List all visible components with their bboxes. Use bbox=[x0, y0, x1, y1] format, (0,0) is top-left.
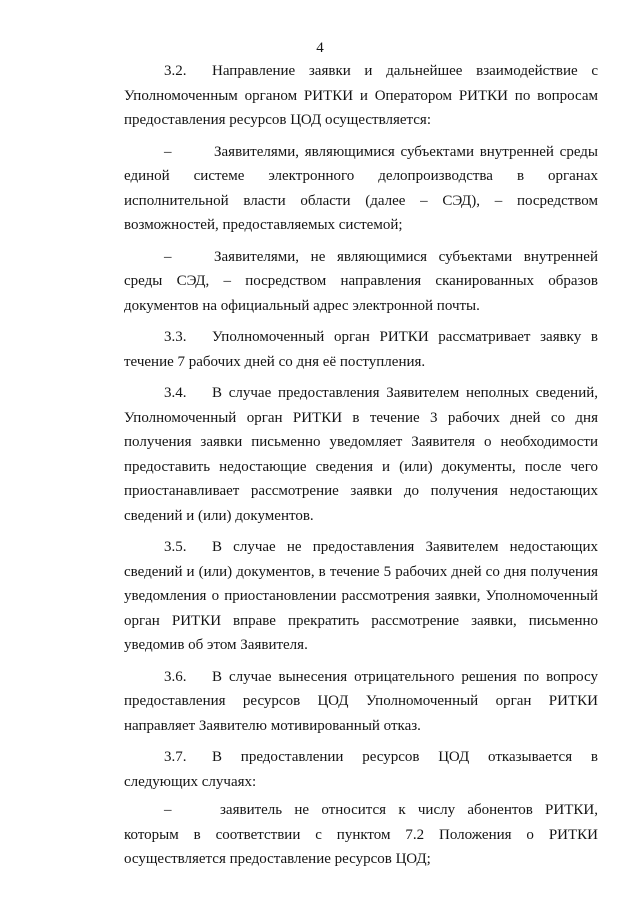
paragraph-3-4 bbox=[124, 381, 598, 528]
paragraph-number: 3.4. bbox=[164, 385, 187, 401]
list-item-dash bbox=[124, 140, 598, 238]
paragraph-number: 3.2. bbox=[164, 63, 187, 79]
list-item-dash bbox=[124, 245, 598, 319]
dash-marker: – bbox=[164, 802, 172, 818]
paragraph-text: Направление заявки и дальнейшее взаимодействие с Уполномоченным органом РИТКИ и Оператором РИТКИ по вопросам предоставления ресурсов ЦОД осуществляется: bbox=[124, 63, 598, 128]
document-body bbox=[124, 59, 598, 879]
paragraph-text: В предоставлении ресурсов ЦОД отказывается в следующих случаях: bbox=[124, 749, 598, 790]
paragraph-text: В случае вынесения отрицательного решения по вопросу предоставления ресурсов ЦОД Уполномоченный орган РИТКИ направляет Заявителю мотивированный отказ. bbox=[124, 668, 598, 734]
paragraph-3-6 bbox=[124, 665, 598, 739]
paragraph-3-7 bbox=[124, 745, 598, 794]
paragraph-number: 3.5. bbox=[164, 539, 187, 555]
paragraph-number: 3.6. bbox=[164, 668, 187, 685]
paragraph-number: 3.3. bbox=[164, 329, 187, 345]
paragraph-3-3 bbox=[124, 325, 598, 374]
paragraph-text: В случае не предоставления Заявителем недостающих сведений и (или) документов, в течение 5 рабочих дней со дня получения уведомления о приостановлении рассмотрения заявки, Уполномоченный орган РИТКИ вправе прекратить рассмотрение заявки, письменно уведомив об этом Заявителя. bbox=[124, 539, 598, 653]
list-item-text: заявитель не относится к числу абонентов РИТКИ, которым в соответствии с пунктом 7.2 Положения о РИТКИ осуществляется предоставление ресурсов ЦОД; bbox=[124, 802, 598, 867]
paragraph-text: В случае предоставления Заявителем неполных сведений, Уполномоченный орган РИТКИ в течение 3 рабочих дней со дня получения заявки письменно уведомляет Заявителя о необходимости предоставить недостающие сведения и (или) документы, после чего приостанавливает рассмотрение заявки до получения недостающих сведений и (или) документов. bbox=[124, 385, 598, 524]
paragraph-3-2 bbox=[124, 59, 598, 133]
paragraph-number: 3.7. bbox=[164, 749, 187, 765]
list-item-text: Заявителями, являющимися субъектами внутренней среды единой системе электронного делопроизводства в органах исполнительной власти области (далее – СЭД), – посредством возможностей, предоставляемых системой; bbox=[124, 143, 598, 233]
page-number: 4 bbox=[316, 40, 324, 56]
paragraph-text: Уполномоченный орган РИТКИ рассматривает заявку в течение 7 рабочих дней со дня её поступления. bbox=[124, 329, 598, 370]
list-item-text: Заявителями, не являющимися субъектами внутренней среды СЭД, – посредством направления сканированных образов документов на официальный адрес электронной почты. bbox=[124, 248, 598, 314]
dash-marker: – bbox=[164, 248, 172, 265]
paragraph-3-5 bbox=[124, 535, 598, 658]
dash-marker: – bbox=[164, 143, 172, 160]
list-item-dash bbox=[124, 798, 598, 872]
